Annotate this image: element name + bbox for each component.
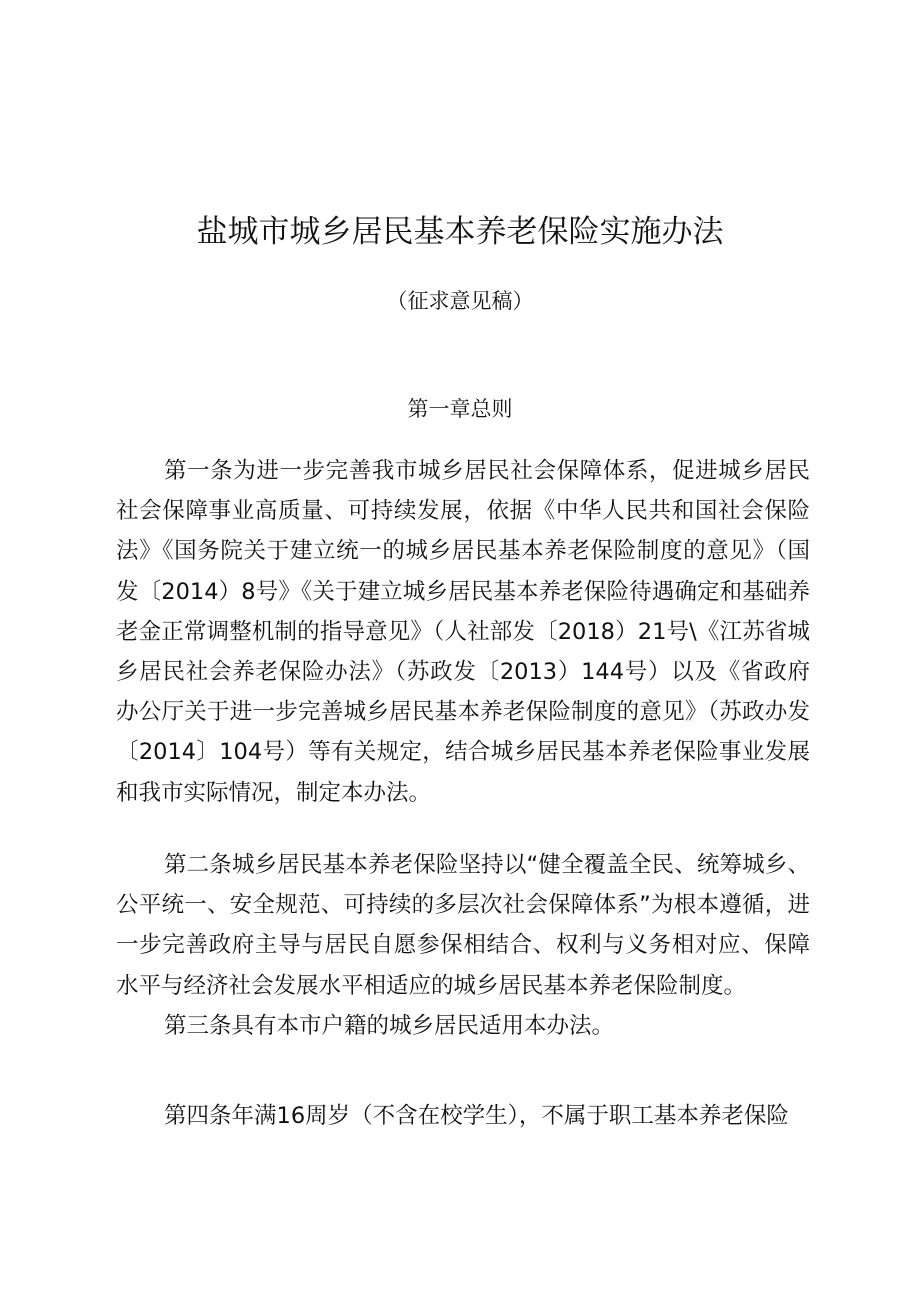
article-2: 第二条城乡居民基本养老保险坚持以“健全覆盖全民、统筹城乡、公平统一、安全规范、可持续的多层次社会保障体系”为根本遵循，进一步完善政府主导与居民自愿参保相结合、权利与义务相对应、保障水平与经济社会发展水平相适应的城乡居民基本养老保险制度。 — [116, 852, 810, 999]
document-subtitle: （征求意见稿） — [386, 289, 534, 313]
document-title: 盐城市城乡居民基本养老保险实施办法 — [196, 214, 724, 250]
chapter-heading: 第一章总则 — [407, 397, 513, 421]
article-3: 第三条具有本市户籍的城乡居民适用本办法。 — [164, 1013, 615, 1039]
article-1: 第一条为进一步完善我市城乡居民社会保障体系，促进城乡居民社会保障事业高质量、可持续发展，依据《中华人民共和国社会保险法》《国务院关于建立统一的城乡居民基本养老保险制度的意见》（国发〔2014）8号》《关于建立城乡居民基本养老保险待遇确定和基础养老金正常调整机制的指导意见》（人社部发〔2018）21号\《江苏省城乡居民社会养老保险办法》（苏政发〔2013）144号）以及《省政府办公厅关于进一步完善城乡居民基本养老保险制度的意见》（苏政办发〔2014〕104号）等有关规定，结合城乡居民基本养老保险事业发展和我市实际情况，制定本办法。 — [116, 458, 810, 806]
article-4: 第四条年满16周岁（不含在校学生），不属于职工基本养老保险 — [164, 1103, 789, 1129]
